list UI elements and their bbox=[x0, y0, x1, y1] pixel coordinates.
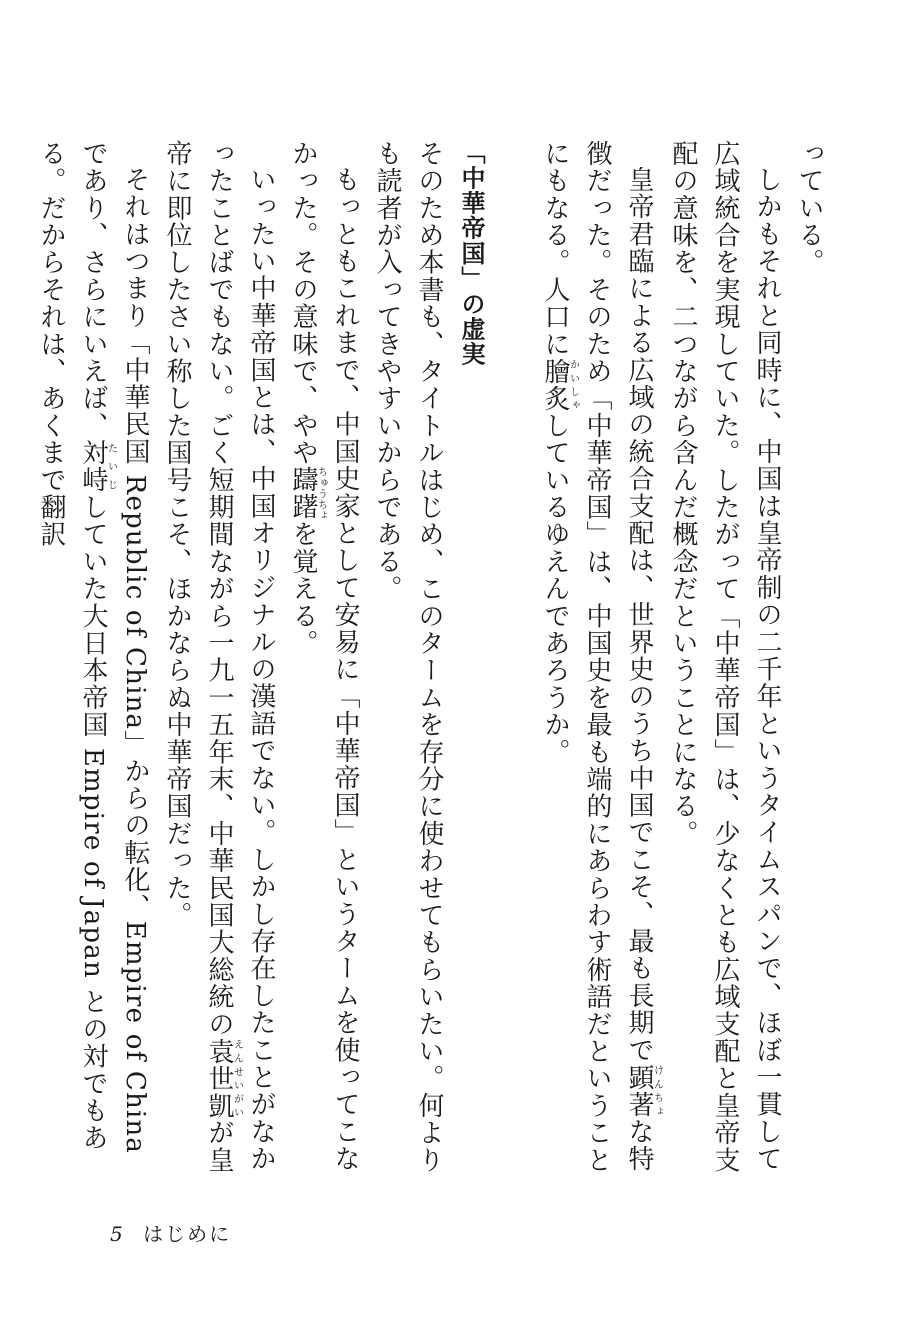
ruby-base: 躊躇 bbox=[288, 466, 318, 521]
page-footer bbox=[110, 1218, 231, 1247]
paragraph-3 bbox=[534, 140, 662, 1190]
ruby-reading: ちゅうちょ bbox=[315, 466, 327, 521]
ruby-kencho bbox=[624, 1063, 663, 1119]
ruby-base: 対峙 bbox=[78, 439, 108, 494]
ruby-reading: けんちょ bbox=[651, 1063, 663, 1119]
ruby-reading: えんせいがい bbox=[231, 1037, 243, 1120]
paragraph-5 bbox=[282, 140, 366, 1190]
ruby-base: 膾炙 bbox=[540, 357, 570, 413]
ruby-reading: かいしゃ bbox=[567, 357, 579, 413]
ruby-base: 袁世凱 bbox=[204, 1037, 234, 1120]
paragraph-6-text: が皇帝に即位したさい称した国号こそ、ほかならぬ中華帝国だった。 bbox=[162, 140, 234, 1174]
ruby-reading: たいじ bbox=[105, 439, 117, 494]
paragraph-5-text: もっともこれまで、中国史家として安易に「中華帝国」というタームを使ってこなかった。その意味で、やや bbox=[288, 140, 360, 1173]
ruby-base: 顕著 bbox=[624, 1063, 654, 1119]
ruby-enseigai bbox=[204, 1037, 243, 1120]
paragraph-6-text: いったい中華帝国とは、中国オリジナルの漢語でない。しかし存在したことがなかったことばでもない。ごく短期間ながら一九一五年末、中華民国大総統の bbox=[204, 140, 276, 1173]
paragraph-3-text: 皇帝君臨による広域の統合支配は、世界史のうち中国でこそ、最も長期で bbox=[624, 166, 654, 1064]
paragraph-1: っている。 bbox=[794, 140, 824, 276]
paragraph-3-text: な特徴だった。そのため「中華帝国」は、中国史を最も端的にあらわす術語だということにもなる。人口に bbox=[540, 140, 654, 1174]
paragraph-4: そのため本書も、タイトルはじめ、このタームを存分に使わせてもらいたい。何よりも読者が入ってきやすいからである。 bbox=[372, 140, 444, 1174]
page-number: 5 bbox=[110, 1222, 125, 1246]
ruby-taiji bbox=[78, 439, 117, 494]
vertical-text-block bbox=[36, 140, 830, 1190]
running-section-title: はじめに bbox=[143, 1222, 232, 1246]
paragraph-7-text: していた大日本帝国 Empire of Japan との対でもある。だからそれは、あくまで翻訳 bbox=[36, 140, 108, 1152]
paragraph-6 bbox=[156, 140, 282, 1190]
paragraph-3-text: しているゆえんであろうか。 bbox=[540, 412, 570, 766]
paragraph-7-text: それはつまり「中華民国 Republic of China」からの転化、Empire of China であり、さらにいえば、 bbox=[78, 140, 150, 1155]
section-heading: 「中華帝国」の虚実 bbox=[457, 140, 485, 367]
ruby-chucho bbox=[288, 466, 327, 521]
paragraph-5-text: を覚える。 bbox=[288, 520, 318, 657]
paragraph-2: しかもそれと同時に、中国は皇帝制の二千年というタイムスパンで、ほぼ一貫して広域統合を実現していた。したがって「中華帝国」は、少なくとも広域支配と皇帝支配の意味を、二つながら含んだ概念だということになる。 bbox=[668, 140, 782, 1174]
paragraph-7 bbox=[30, 140, 156, 1190]
ruby-kaisha bbox=[540, 357, 579, 413]
